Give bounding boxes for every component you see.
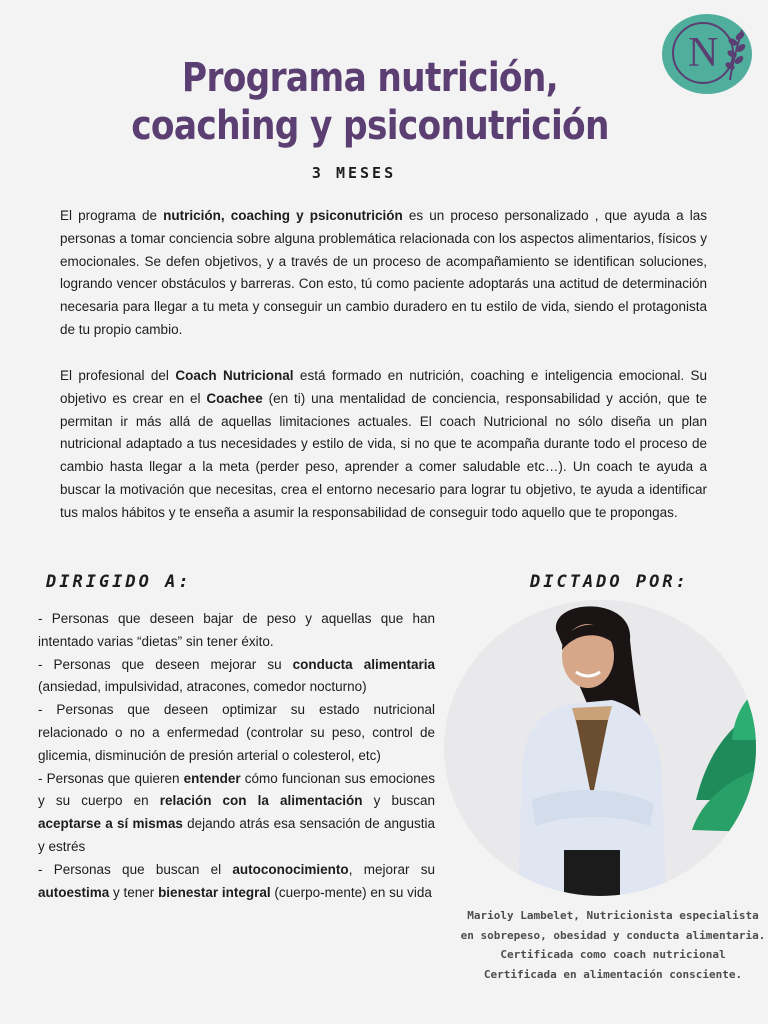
list-item: - Personas que deseen mejorar su conducta alimentaria (ansiedad, impulsividad, atracones, comedor nocturno) — [38, 656, 435, 695]
instructor-credits — [444, 906, 768, 984]
duration-label: 3 MESES — [311, 164, 397, 182]
page-title-line2: coaching y psiconutrición — [131, 103, 609, 149]
instructor-photo — [444, 600, 756, 896]
list-item: - Personas que buscan el autoconocimiento, mejorar su autoestima y tener bienestar integral (cuerpo-mente) en su vida — [38, 861, 435, 900]
target-list — [38, 608, 435, 904]
target-heading: DIRIGIDO A: — [46, 572, 192, 592]
intro-paragraph: El programa de nutrición, coaching y psiconutrición es un proceso personalizado , que ayuda a las personas a tomar conciencia sobre alguna problemática relacionada con los aspectos alimentarios, físicos y emocionales. Se defen objetivos, y a través de un proceso de acompañamiento se identifican soluciones, logrando vencer obstáculos y barreras. Con esto, tú como paciente adoptarás una actitud de determinación necesaria para llegar a tu meta y conseguir un cambio duradero en tu estilo de vida, siendo el protagonista de tu propio cambio. — [60, 208, 707, 337]
coach-paragraph: El profesional del Coach Nutricional está formado en nutrición, coaching e inteligencia emocional. Su objetivo es crear en el Coachee (en ti) una mentalidad de conciencia, responsabilidad y acción, que te permitan ir más allá de aquellas limitaciones actuales. El coach Nutricional no sólo diseña un plan nutricional adaptado a tus necesidades y estilo de vida, si no que te acompaña durante todo el proceso de cambio hasta llegar a la meta (perder peso, aprender a comer saludable etc…). Un coach te ayuda a buscar la motivación que necesitas, crea el entorno necesario para lograr tu objetivo, te ayuda a identificar tus malos hábitos y te enseña a asumir la responsabilidad de conseguir todo aquello que te propongas. — [60, 368, 708, 520]
credit-line: Certificada en alimentación consciente. — [483, 967, 743, 981]
credit-line: Marioly Lambelet, Nutricionista especialista — [467, 909, 759, 922]
brand-logo — [662, 14, 752, 94]
instructor-illustration — [444, 600, 756, 896]
list-item: - Personas que deseen bajar de peso y aquellas que han intentado varias “dietas” sin tener éxito. — [38, 611, 435, 649]
credit-line: en sobrepeso, obesidad y conducta alimentaria. — [460, 928, 766, 942]
leaf-icon — [724, 26, 748, 82]
list-item: - Personas que quieren entender cómo funcionan sus emociones y su cuerpo en relación con la alimentación y buscan aceptarse a sí mismas dejando atrás esa sensación de angustia y estrés — [38, 770, 435, 854]
credit-line: Certificada como coach nutricional — [500, 948, 726, 961]
instructor-heading: DICTADO POR: — [530, 572, 689, 592]
logo-letter: N — [688, 30, 719, 76]
list-item: - Personas que deseen optimizar su estado nutricional relacionado o no a enfermedad (controlar su peso, control de glicemia, disminución de presión arterial o colesterol, etc) — [38, 702, 435, 763]
page-title: Programa nutrición, — [181, 55, 559, 101]
